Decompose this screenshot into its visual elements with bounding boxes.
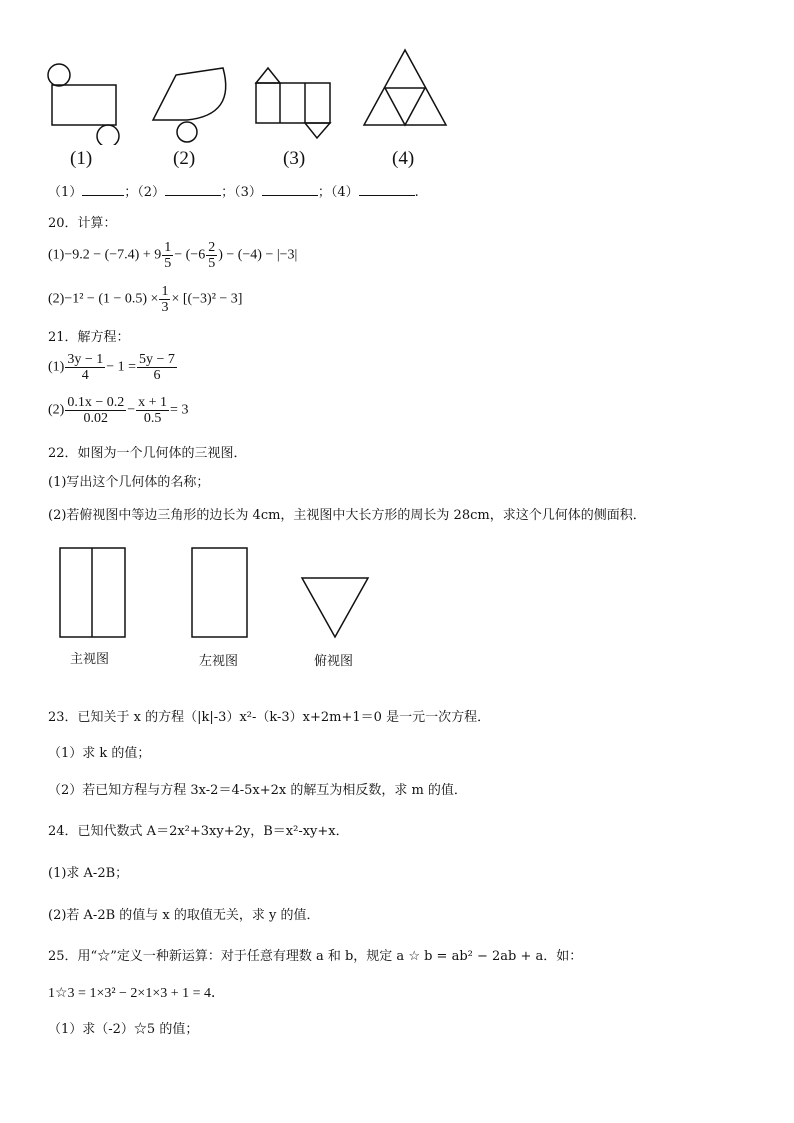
q20-expression-1: [48, 240, 297, 271]
q23-part-2: （2）若已知方程与方程 3x-2＝4-5x+2x 的解互为相反数，求 m 的值．: [48, 783, 467, 798]
answer-blank-1[interactable]: [82, 183, 124, 196]
three-views-figure: [55, 545, 375, 645]
top-view: [302, 578, 368, 637]
q25-title: 25．用“☆”定义一种新运算：对于任意有理数 a 和 b，规定 a ☆ b = ab² − 2ab + a．如：: [48, 949, 583, 964]
fraction-denominator: 5: [208, 256, 216, 271]
q21-equation-2: [48, 395, 188, 426]
fraction-denominator: 3: [161, 300, 169, 315]
q24-part-1: (1)求 A-2B；: [48, 866, 129, 881]
fraction-denominator: 6: [153, 368, 161, 383]
figure-label-4: (4): [392, 148, 415, 169]
q20-e2-part-b: × [(−3)² − 3]: [171, 291, 243, 307]
fraction: [206, 240, 217, 271]
figure-label-2: (2): [173, 148, 196, 169]
q21-title: 21．解方程：: [48, 330, 130, 345]
fraction-numerator: x + 1: [138, 395, 168, 410]
figure-label-3: (3): [283, 148, 306, 169]
q21-e2-middle: −: [127, 402, 136, 418]
q22-title: 22．如图为一个几何体的三视图．: [48, 446, 247, 461]
answer-label-1: （1）: [48, 185, 83, 200]
fraction-numerator: 1: [164, 240, 172, 255]
q20-title: 20．计算：: [48, 216, 117, 231]
q22-part-2: (2)若俯视图中等边三角形的边长为 4cm，主视图中大长方形的周长为 28cm，求这个几何体的侧面积．: [48, 508, 646, 523]
fraction-numerator: 1: [161, 284, 169, 299]
q21-equation-1: [48, 352, 178, 383]
answer-end: .: [414, 185, 419, 200]
answer-label-4: ；（4）: [317, 185, 359, 200]
q20-expression-2: [48, 284, 242, 315]
q25-example: 1☆3 = 1×3² − 2×1×3 + 1 = 4．: [48, 986, 226, 1001]
fraction-numerator: 2: [208, 240, 216, 255]
fraction: [137, 352, 177, 383]
q23-part-1: （1）求 k 的值；: [48, 746, 151, 761]
answer-blank-2[interactable]: [165, 183, 221, 196]
q21-e2-prefix: (2): [48, 402, 65, 418]
fraction: [159, 284, 170, 315]
fraction: [65, 395, 126, 426]
fraction: [136, 395, 169, 426]
q24-part-2: (2)若 A-2B 的值与 x 的取值无关，求 y 的值．: [48, 908, 320, 923]
q20-e1-part-c: ) − (−4) − |−3|: [218, 247, 298, 263]
fraction-numerator: 3y − 1: [67, 352, 104, 367]
net-figure-2: [153, 68, 226, 142]
answer-label-2: ；（2）: [124, 185, 166, 200]
top-view-label: 俯视图: [314, 654, 354, 669]
front-view: [60, 548, 125, 637]
figure-answer-line: [48, 181, 419, 200]
q22-part-1: (1)写出这个几何体的名称；: [48, 475, 210, 490]
answer-blank-3[interactable]: [262, 183, 318, 196]
fraction-numerator: 0.1x − 0.2: [67, 395, 125, 410]
answer-label-3: ；（3）: [221, 185, 262, 200]
q20-e1-part-a: −9.2 − (−7.4) + 9: [64, 247, 162, 263]
fraction-denominator: 0.02: [83, 411, 109, 426]
fraction-denominator: 0.5: [143, 411, 162, 426]
q20-e1-part-b: − (−6: [174, 247, 206, 263]
fraction-denominator: 4: [81, 368, 89, 383]
q20-e2-part-a: −1² − (1 − 0.5) ×: [64, 291, 159, 307]
left-view: [192, 548, 247, 637]
fraction: [162, 240, 173, 271]
front-view-label: 主视图: [70, 652, 110, 667]
q21-e2-end: = 3: [170, 402, 189, 418]
net-figure-3: [256, 68, 330, 138]
q23-title: 23．已知关于 x 的方程（|k|-3）x²-（k-3）x+2m+1＝0 是一元一次方程．: [48, 710, 491, 725]
figure-label-1: (1): [70, 148, 93, 169]
q24-title: 24．已知代数式 A＝2x²+3xy+2y，B＝x²-xy+x．: [48, 824, 349, 839]
left-view-label: 左视图: [199, 654, 239, 669]
q25-part-1: （1）求（-2）☆5 的值；: [48, 1022, 199, 1037]
q21-e1-middle: − 1 =: [106, 359, 137, 375]
answer-blank-4[interactable]: [359, 183, 415, 196]
net-figures: [40, 45, 460, 145]
q20-e1-prefix: (1): [48, 247, 65, 263]
net-figure-1: [48, 64, 119, 145]
fraction-denominator: 5: [164, 256, 172, 271]
q21-e1-prefix: (1): [48, 359, 65, 375]
q20-e2-prefix: (2): [48, 291, 65, 307]
net-figure-4: [364, 50, 446, 125]
fraction: [65, 352, 105, 383]
fraction-numerator: 5y − 7: [139, 352, 175, 367]
